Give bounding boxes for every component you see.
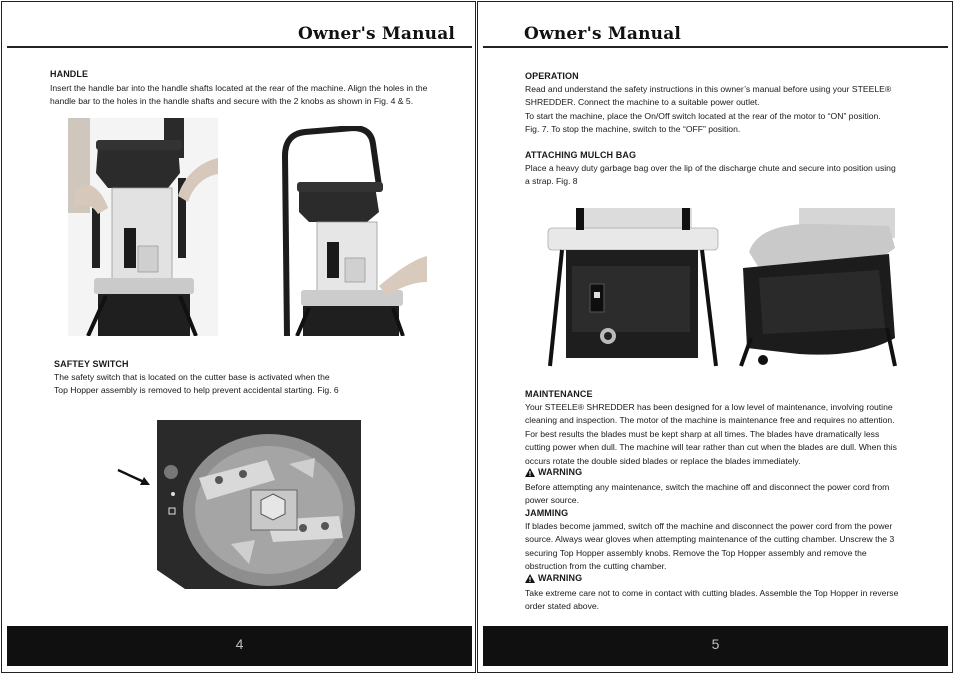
text-line: Top Hopper assembly is removed to help prevent accidental starting. Fig. 6 <box>54 385 339 396</box>
text-line: If blades become jammed, switch off the machine and disconnect the power cord from the power <box>525 521 893 531</box>
warning-label: WARNING <box>538 573 583 583</box>
text-line: obstruction from the cutting chamber. <box>525 561 667 572</box>
text-line: Your STEELE® SHREDDER has been designed for a low level of maintenance, involving routine <box>525 402 893 412</box>
warning-triangle-icon <box>525 468 535 477</box>
text-line: To start the machine, place the On/Off switch located at the rear of the motor to “ON” position. <box>525 110 881 121</box>
right-page <box>477 1 953 673</box>
page-number: 4 <box>235 636 244 652</box>
maintenance-heading: MAINTENANCE <box>525 389 593 399</box>
left-footer-bar <box>7 626 472 666</box>
header-rule <box>483 46 948 48</box>
safety-switch-text <box>54 371 464 398</box>
page-header-title: Owner's Manual <box>524 24 682 44</box>
page-number: 5 <box>711 636 720 652</box>
mulch-bag-text <box>525 162 945 189</box>
text-line: source. Always wear gloves when attempting maintenance of the cutting chamber. Unscrew the 3 <box>525 534 895 545</box>
fig4-photo <box>68 118 218 336</box>
fig7-photo <box>546 208 720 368</box>
handle-text <box>50 82 470 109</box>
text-line: For best results the blades must be kept sharp at all times. The blades have dramatically less <box>525 428 880 439</box>
text-line: The safety switch that is located on the cutter base is activated when the <box>54 372 330 382</box>
text-line: SHREDDER. Connect the machine to a suitable power outlet. <box>525 97 760 108</box>
jamming-heading: JAMMING <box>525 508 569 518</box>
text-line: occurs rotate the double sided blades or replace the blades immediately. <box>525 455 801 466</box>
handle-heading: HANDLE <box>50 69 89 79</box>
text-line: handle bar to the holes in the handle shafts and secure with the 2 knobs as shown in Fig. 4 & 5. <box>50 96 414 107</box>
warning-triangle-icon <box>525 574 535 583</box>
left-page <box>1 1 476 673</box>
text-line: Before attempting any maintenance, switch the machine off and disconnect the power cord from <box>525 482 890 492</box>
fig8-photo <box>739 208 897 368</box>
warning-heading <box>525 573 582 583</box>
text-line: Read and understand the safety instructions in this owner’s manual before using your STEELE® <box>525 84 892 94</box>
operation-heading: OPERATION <box>525 71 579 81</box>
jamming-text <box>525 520 950 574</box>
warning-heading <box>525 467 582 477</box>
text-line: Insert the handle bar into the handle shafts located at the rear of the machine. Align the holes in the <box>50 83 428 93</box>
warning-label: WARNING <box>538 467 583 477</box>
pointer-arrow-icon <box>116 468 152 488</box>
maintenance-text <box>525 401 950 468</box>
text-line: a strap. Fig. 8 <box>525 176 578 187</box>
text-line: power source. <box>525 495 579 506</box>
text-line: Take extreme care not to come in contact with cutting blades. Assemble the Top Hopper in reverse <box>525 588 899 598</box>
warning1-text <box>525 481 950 508</box>
text-line: cleaning and inspection. The motor of the machine is maintenance free and requires no attention. <box>525 415 895 426</box>
header-rule <box>7 46 472 48</box>
warning2-text <box>525 587 950 614</box>
safety-switch-heading: SAFTEY SWITCH <box>54 359 129 369</box>
page-header-title: Owner's Manual <box>298 24 456 44</box>
mulch-bag-heading: ATTACHING MULCH BAG <box>525 150 637 160</box>
text-line: order stated above. <box>525 601 600 612</box>
text-line: Fig. 7. To stop the machine, switch to the “OFF” position. <box>525 124 741 135</box>
fig6-photo <box>157 420 361 589</box>
text-line: securing Top Hopper assembly knobs. Remove the Top Hopper assembly and remove the <box>525 547 867 558</box>
text-line: Place a heavy duty garbage bag over the lip of the discharge chute and secure into position using <box>525 163 896 173</box>
fig5-photo <box>279 126 427 336</box>
operation-text <box>525 83 945 137</box>
right-footer-bar <box>483 626 948 666</box>
text-line: cutting power when dull. The machine will tear rather than cut when the blades are dull. When this <box>525 442 897 453</box>
